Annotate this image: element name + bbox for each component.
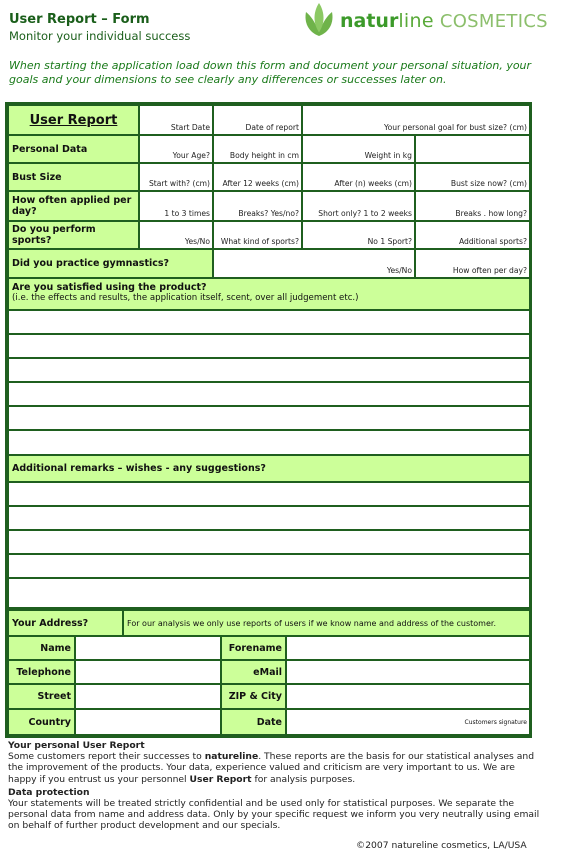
no1-sport-field[interactable]: No 1 Sport? <box>303 222 414 248</box>
name-label: Name <box>9 637 74 659</box>
after-n-weeks-field[interactable]: After (n) weeks (cm) <box>303 164 414 190</box>
age-field[interactable]: Your Age? <box>140 136 212 162</box>
breaks-field[interactable]: Breaks? Yes/no? <box>214 192 301 220</box>
satisfied-line[interactable] <box>9 311 529 333</box>
name-field[interactable] <box>76 637 220 659</box>
how-often-day-field[interactable]: How often per day? <box>416 250 529 277</box>
sports-label: Do you perform sports? <box>9 222 138 248</box>
telephone-field[interactable] <box>76 661 220 683</box>
telephone-label: Telephone <box>9 661 74 683</box>
forename-field[interactable] <box>287 637 529 659</box>
forename-label: Forename <box>222 637 285 659</box>
remarks-line[interactable] <box>9 555 529 577</box>
satisfied-label: Are you satisfied using the product? <box>12 282 207 293</box>
date-of-report-field[interactable]: Date of report <box>214 106 301 134</box>
country-label: Country <box>9 710 74 734</box>
address-note: For our analysis we only use reports of users if we know name and address of the customer. <box>124 611 529 635</box>
footer-paragraph-report: Some customers report their successes to natureline. These reports are the basis for our statistical analyses and the improvement of the products. Your data, experience valued and criticism are very important to us. We are happy if you entrust us your personnel User Report for analysis purposes. <box>8 751 535 785</box>
how-often-label: How often applied per day? <box>9 192 138 220</box>
bust-size-label: Bust Size <box>9 164 138 190</box>
start-with-field[interactable]: Start with? (cm) <box>140 164 212 190</box>
after-12-weeks-field[interactable]: After 12 weeks (cm) <box>214 164 301 190</box>
kind-sports-field[interactable]: What kind of sports? <box>214 222 301 248</box>
short-only-field[interactable]: Short only? 1 to 2 weeks <box>303 192 414 220</box>
footer-heading-privacy: Data protection <box>8 786 90 798</box>
additional-sports-field[interactable]: Additional sports? <box>416 222 529 248</box>
street-field[interactable] <box>76 685 220 708</box>
sports-yes-no-field[interactable]: Yes/No <box>140 222 212 248</box>
satisfied-line[interactable] <box>9 335 529 357</box>
satisfied-line[interactable] <box>9 383 529 405</box>
date-label: Date <box>222 710 285 734</box>
page-subtitle: Monitor your individual success <box>9 29 191 43</box>
signature-field[interactable]: Customers signature <box>287 710 529 734</box>
leaf-logo-icon <box>302 2 336 38</box>
street-label: Street <box>9 685 74 708</box>
goal-bust-field[interactable]: Your personal goal for bust size? (cm) <box>303 106 529 134</box>
email-field[interactable] <box>287 661 529 683</box>
satisfied-note: (i.e. the effects and results, the application itself, scent, over all judgement etc.) <box>12 293 359 303</box>
country-field[interactable] <box>76 710 220 734</box>
intro-text: When starting the application load down this form and document your personal situation, your goals and your dimensions to see clearly any differences or successes later on. <box>9 59 532 86</box>
form-title: User Report <box>9 106 138 134</box>
address-label: Your Address? <box>9 611 122 635</box>
remarks-line[interactable] <box>9 507 529 529</box>
body-height-field[interactable]: Body height in cm <box>214 136 301 162</box>
remarks-line[interactable] <box>9 531 529 553</box>
times-field[interactable]: 1 to 3 times <box>140 192 212 220</box>
gymnastics-yes-no-field[interactable]: Yes/No <box>214 250 414 277</box>
start-date-field[interactable]: Start Date <box>140 106 212 134</box>
breaks-long-field[interactable]: Breaks . how long? <box>416 192 529 220</box>
brand-logo <box>300 2 548 40</box>
zip-city-field[interactable] <box>287 685 529 708</box>
report-form <box>5 102 532 738</box>
satisfied-section-header <box>9 279 529 309</box>
empty-field[interactable] <box>416 136 529 162</box>
satisfied-line[interactable] <box>9 359 529 381</box>
page-title: User Report – Form <box>9 12 150 27</box>
email-label: eMail <box>222 661 285 683</box>
brand-name: naturline COSMETICS <box>340 10 548 32</box>
gymnastics-label: Did you practice gymnastics? <box>9 250 212 277</box>
satisfied-line[interactable] <box>9 407 529 429</box>
satisfied-line[interactable] <box>9 431 529 454</box>
zip-city-label: ZIP & City <box>222 685 285 708</box>
remarks-line[interactable] <box>9 579 529 607</box>
weight-field[interactable]: Weight in kg <box>303 136 414 162</box>
footer-paragraph-privacy: Your statements will be treated strictly confidential and be used only for statistical purposes. We separate the personal data from name and address data. Only by your specific request we inform you very neutrally using email on behalf of further product development and our specials. <box>8 798 540 832</box>
copyright: ©2007 natureline cosmetics, LA/USA <box>356 840 527 851</box>
remarks-label: Additional remarks – wishes - any suggestions? <box>9 456 529 481</box>
remarks-line[interactable] <box>9 483 529 505</box>
footer-heading-report: Your personal User Report <box>8 740 145 751</box>
bust-now-field[interactable]: Bust size now? (cm) <box>416 164 529 190</box>
personal-data-label: Personal Data <box>9 136 138 162</box>
footer-text <box>8 740 543 832</box>
